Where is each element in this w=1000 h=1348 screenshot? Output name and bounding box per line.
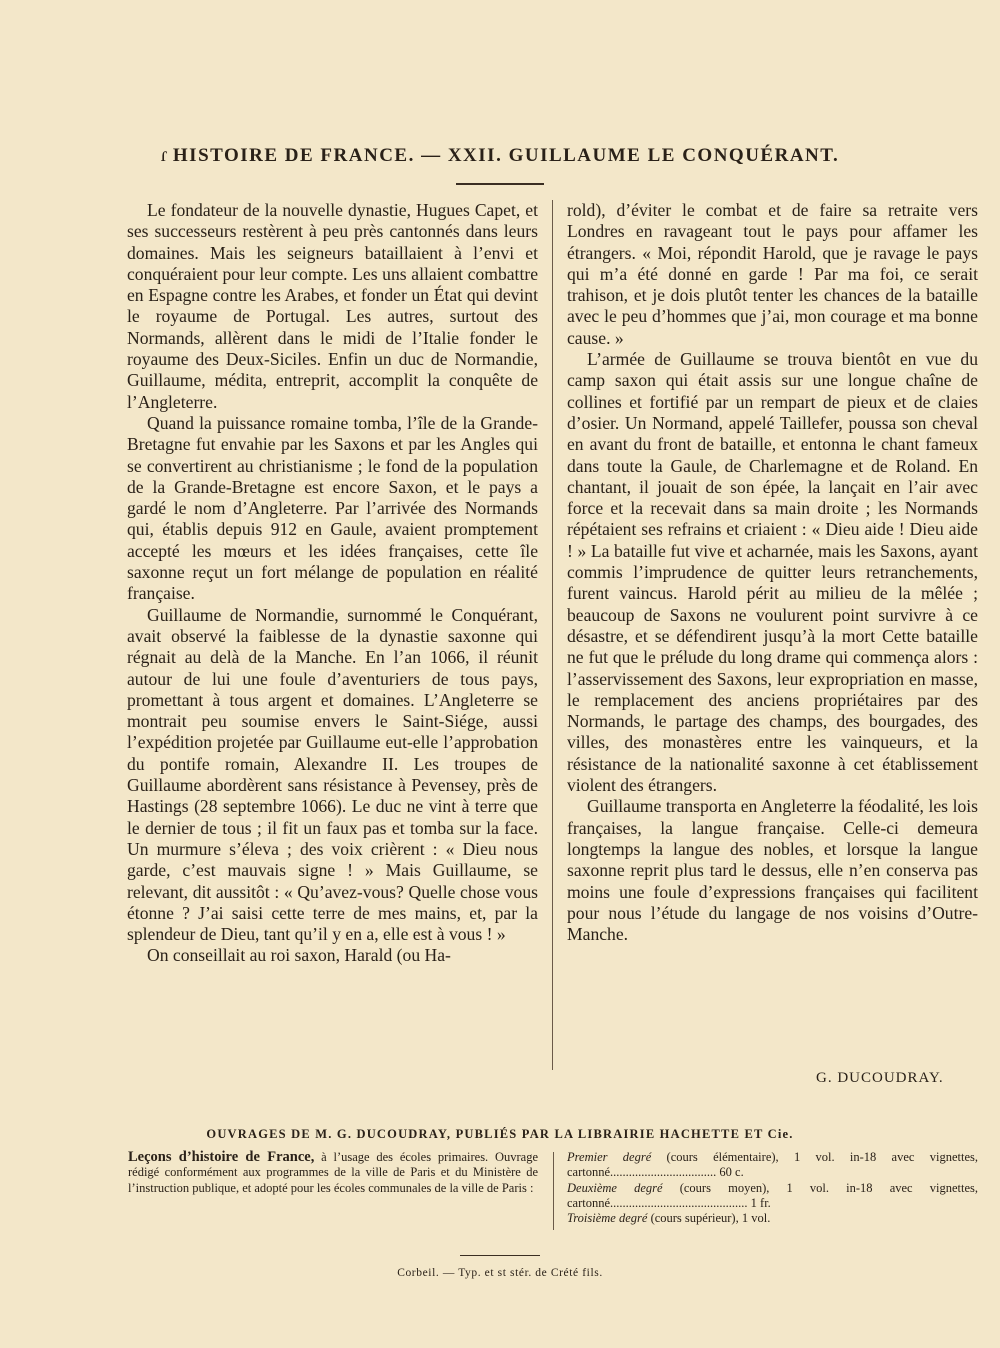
paragraph: Le fondateur de la nouvelle dynastie, Hugues Capet, et ses successeurs restèrent à peu près cantonnés dans leurs domaines. Mais les seigneurs bataillaient à l’envi et conquéraient pour leur compte. Les uns allaient combattre en Espagne contre les Arabes, et fonder un État qui devint le royaume de Portugal. Les autres, surtout des Normands, allèrent dans le midi de l’Italie fonder le royaume des Deux-Siciles. Enfin un duc de Normandie, Guillaume, médita, entreprit, accomplit la conquête de l’Angleterre.: [127, 200, 538, 412]
edition-degree: Premier degré: [567, 1150, 652, 1164]
printer-imprint: Corbeil. — Typ. et st stér. de Crété fils.: [397, 1267, 603, 1279]
column-divider: [552, 200, 553, 1070]
works-divider: [553, 1152, 554, 1230]
paragraph: On conseillait au roi saxon, Harald (ou Ha-: [147, 945, 451, 966]
header-rule: [456, 183, 544, 185]
header-marker: ɾ: [160, 144, 169, 166]
works-description: à l’usage des écoles primaires. Ouvrage rédigé conformément aux programmes de la ville de Paris et du Ministère de l’instruction publique, et adopté pour les écoles communales de la ville de Paris :: [128, 1150, 539, 1195]
works-edition: [567, 1211, 978, 1226]
edition-degree: Troisième degré: [567, 1211, 648, 1226]
paragraph: Guillaume transporta en Angleterre la féodalité, les lois françaises, la langue française. Celle-ci demeura longtemps la langue des nobles, et lorsque la langue saxonne reprit plus tard le dessus, elle n’en conserva pas moins une foule d’expressions françaises qui facilitent pour nous l’étude du langage de nos voisins d’Outre-Manche.: [567, 796, 978, 945]
page-header: [0, 144, 1000, 167]
footer-rule: [460, 1255, 540, 1256]
paragraph: Guillaume de Normandie, surnommé le Conquérant, avait observé la faiblesse de la dynastie saxonne qui régnait au delà de la Manche. En l’an 1066, il réunit autour de lui une foule d’aventuriers de tous pays, promettant à tous argent et domaines. L’Angleterre se montrait peu soumise envers le Saint-Siége, aussi l’expédition projetée par Guillaume eut-elle l’approbation du pontife romain, Alexandre II. Les troupes de Guillaume abordèrent sans résistance à Pevensey, près de Hastings (28 septembre 1066). Le duc ne vint à terre que le dernier de tous ; il fit un faux pas et tomba sur la face. Un murmure s’éleva ; des voix crièrent : « Dieu nous garde, c’est mauvais signe ! » Mais Guillaume, se relevant, dit aussitôt : « Qu’avez-vous? Quelle chose vous étonne ? J’ai saisi cette terre de mes mains, et, par la splendeur de Dieu, tant qu’il y en a, elle est à vous ! »: [127, 604, 538, 945]
works-edition: [567, 1150, 978, 1181]
paragraph: Quand la puissance romaine tomba, l’île de la Grande-Bretagne fut envahie par les Saxons et par les Angles qui se convertirent au christianisme ; le fond de la population de la Grande-Bretagne est encore Saxon, et le pays a gardé le nom d’Angleterre. Par l’arrivée des Normands qui, établis depuis 912 en Gaule, avaient promptement accepté les mœurs et les idées françaises, cette île saxonne reçut un fort mélange de population en réalité française.: [127, 412, 538, 604]
works-edition: [567, 1181, 978, 1212]
works-book-title: Leçons d’histoire de France,: [128, 1149, 315, 1165]
edition-desc: (cours élémentaire), 1 vol. in-18 avec vignettes, cartonné.................................. 60 c.: [567, 1150, 978, 1180]
page-title: HISTOIRE DE FRANCE. — XXII. GUILLAUME LE CONQUÉRANT.: [172, 145, 840, 166]
works-title: OUVRAGES DE M. G. DUCOUDRAY, PUBLIÉS PAR LA LIBRAIRIE HACHETTE ET Cie.: [206, 1127, 794, 1141]
right-column: [567, 200, 978, 945]
edition-desc: (cours moyen), 1 vol. in-18 avec vignettes, cartonné............................................ 1 fr.: [567, 1180, 978, 1210]
works-right-block: [567, 1150, 978, 1226]
paragraph: rold), d’éviter le combat et de faire sa retraite vers Londres en ravageant tout le pays pour affamer les étrangers. « Moi, répondit Harold, que je ravage le pays qui m’a été donné en garde ! Par ma foi, ce serait trahison, et je dois plutôt tenter les chances de la bataille avec le peu d’hommes que j’ai, mon courage et ma bonne cause. »: [567, 200, 978, 348]
left-column: [127, 200, 538, 967]
edition-desc: (cours supérieur), 1 vol.: [647, 1211, 771, 1226]
author-signature: G. DUCOUDRAY.: [816, 1070, 944, 1086]
works-left-block: [128, 1150, 538, 1196]
paragraph: L’armée de Guillaume se trouva bientôt en vue du camp saxon qui était assis sur une longue chaîne de collines et fortifié par un rempart de pieux et de claies d’osier. Un Normand, appelé Taillefer, poussa son cheval en avant du front de bataille, et entonna le chant fameux dans toute la Gaule, de Charlemagne et de Roland. En chantant, il jouait de son épée, la lançait en l’air avec force et la recevait dans sa main droite ; les Normands répétaient ses refrains et criaient : « Dieu aide ! Dieu aide ! » La bataille fut vive et acharnée, mais les Saxons, ayant commis l’imprudence de quitter leurs retranchements, furent vaincus. Harold périt au milieu de la mêlée ; beaucoup de Saxons ne voulurent point survivre à ce désastre, et se défendirent jusqu’à la mort Cette bataille ne fut que le prélude du long drame qui commença alors : l’asservissement des Saxons, leur expropriation en masse, le remplacement des anciens propriétaires par des Normands, le partage des champs, des bourgades, des villes, des monastères entre les vainqueurs, et la résistance de la nationalité saxonne à cet établissement violent des étrangers.: [567, 349, 978, 796]
edition-degree: Deuxième degré: [567, 1180, 663, 1195]
